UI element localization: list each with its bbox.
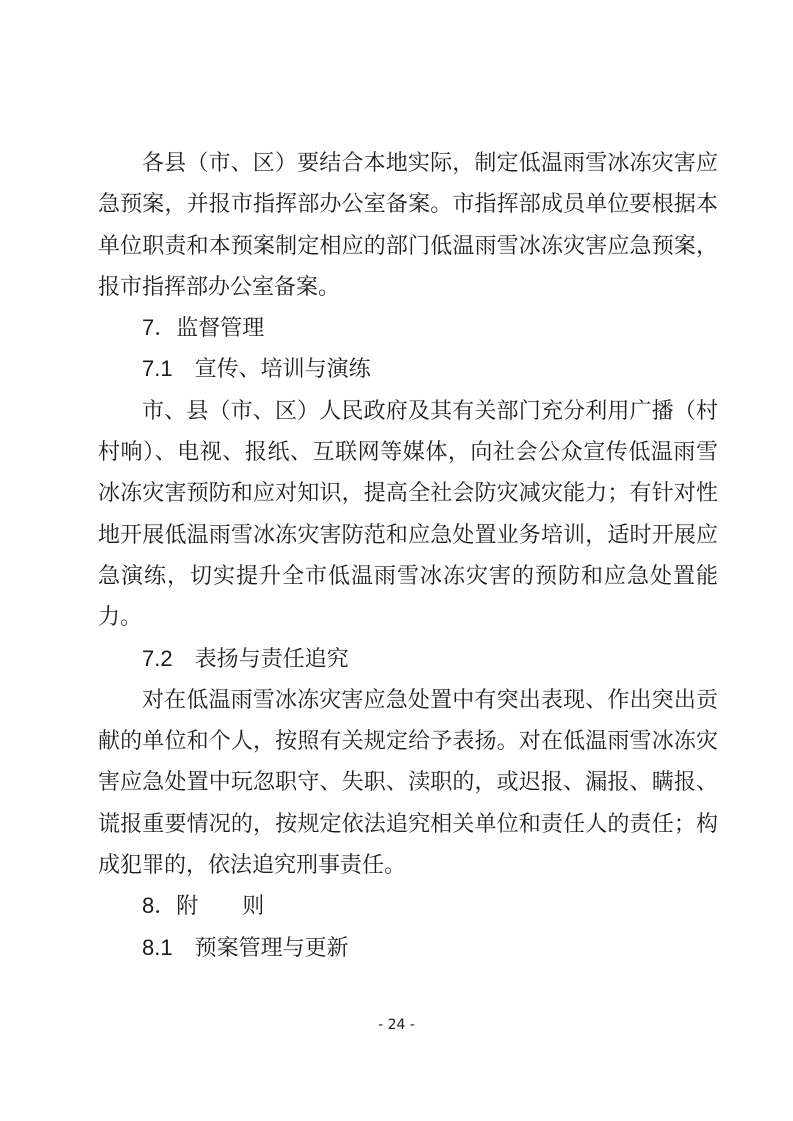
paragraph-publicity-training: 市、县（市、区）人民政府及其有关部门充分利用广播（村村响）、电视、报纸、互联网等媒体，向社会公众宣传低温雨雪冰冻灾害预防和应对知识，提高全社会防灾减灾能力；有针对性地开展低温雨雪冰冻灾害防范和应急处置业务培训，适时开展应急演练，切实提升全市低温雨雪冰冻灾害的预防和应急处置能力。 — [98, 397, 718, 630]
document-body — [98, 142, 718, 968]
section-heading-7-2-commendation-accountability: 7.2 表扬与责任追究 — [142, 645, 349, 671]
section-heading-8-supplementary: 8．附 则 — [142, 893, 265, 919]
section-heading-7-1-publicity-training: 7.1 宣传、培训与演练 — [142, 356, 371, 382]
paragraph-plan-filing: 各县（市、区）要结合本地实际，制定低温雨雪冰冻灾害应急预案，并报市指挥部办公室备案。市指挥部成员单位要根据本单位职责和本预案制定相应的部门低温雨雪冰冻灾害应急预案，报市指挥部办公室备案。 — [98, 150, 718, 299]
paragraph-commendation-accountability: 对在低温雨雪冰冻灾害应急处置中有突出表现、作出突出贡献的单位和个人，按照有关规定给予表扬。对在低温雨雪冰冻灾害应急处置中玩忽职守、失职、渎职的，或迟报、漏报、瞒报、谎报重要情况的，按规定依法追究相关单位和责任人的责任；构成犯罪的，依法追究刑事责任。 — [98, 686, 718, 878]
page-number: - 24 - — [378, 1017, 415, 1033]
section-heading-7-supervision: 7．监督管理 — [142, 315, 265, 341]
section-heading-8-1-plan-management: 8.1 预案管理与更新 — [142, 934, 349, 960]
